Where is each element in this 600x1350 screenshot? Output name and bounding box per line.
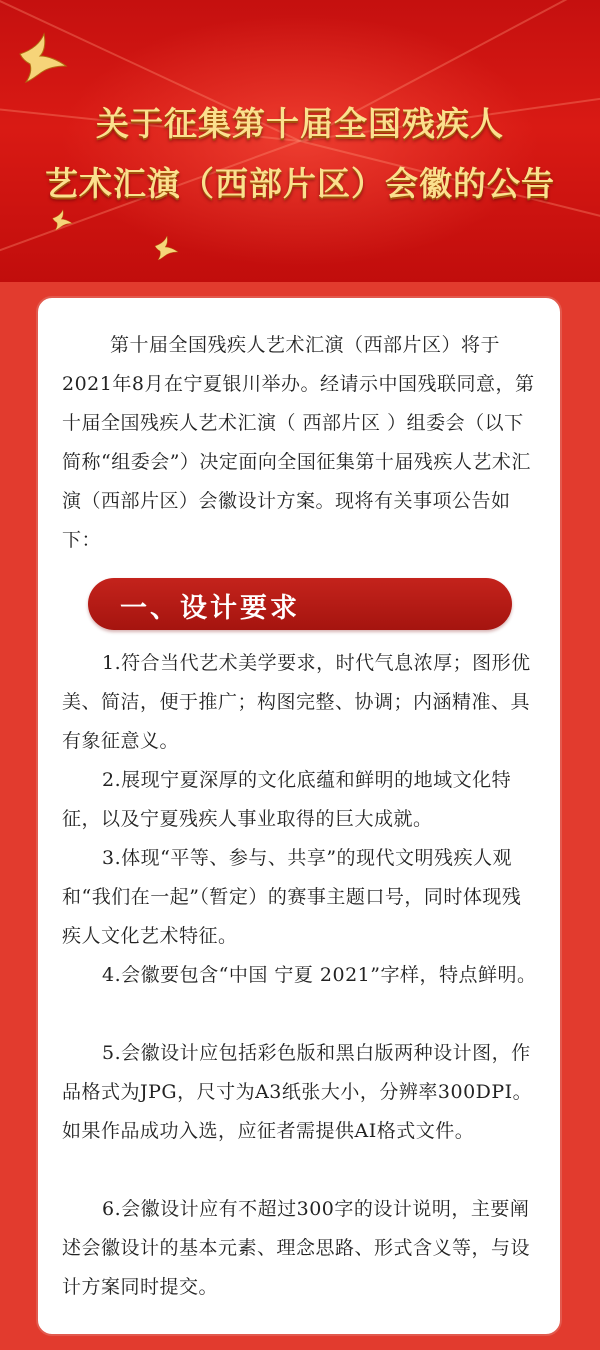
section-heading	[88, 578, 512, 630]
dove-icon	[50, 208, 74, 232]
requirement-item-6: 6.会徽设计应有不超过300字的设计说明，主要阐述会徽设计的基本元素、理念思路、形式含义等，与设计方案同时提交。	[62, 1198, 531, 1298]
announcement-card	[36, 296, 562, 1336]
header-banner	[0, 0, 600, 282]
dove-icon	[14, 30, 70, 86]
intro-paragraph: 第十届全国残疾人艺术汇演（西部片区）将于2021年8月在宁夏银川举办。经请示中国残联同意，第十届全国残疾人艺术汇演（ 西部片区 ）组委会（以下简称“组委会”）决定面向全国征集第十届残疾人艺术汇演（西部片区）会徽设计方案。现将有关事项公告如下：	[62, 334, 535, 551]
page-title-line-2: 艺术汇演（西部片区）会徽的公告	[45, 164, 555, 203]
requirement-item-4: 4.会徽要包含“中国 宁夏 2021”字样，特点鲜明。	[102, 964, 537, 986]
section-heading-label: 一、设计要求	[120, 593, 300, 624]
dove-icon	[152, 234, 180, 262]
page-title-line-1: 关于征集第十届全国残疾人	[96, 104, 504, 143]
requirement-item-1: 1.符合当代艺术美学要求，时代气息浓厚；图形优美、简洁，便于推广；构图完整、协调；内涵精准、具有象征意义。	[62, 652, 531, 752]
requirement-item-5: 5.会徽设计应包括彩色版和黑白版两种设计图，作品格式为JPG，尺寸为A3纸张大小，分辨率300DPI。如果作品成功入选，应征者需提供AI格式文件。	[62, 1042, 533, 1142]
requirement-item-3: 3.体现“平等、参与、共享”的现代文明残疾人观和“我们在一起”（暂定）的赛事主题口号，同时体现残疾人文化艺术特征。	[62, 847, 522, 947]
requirement-item-2: 2.展现宁夏深厚的文化底蕴和鲜明的地域文化特征，以及宁夏残疾人事业取得的巨大成就。	[62, 769, 512, 830]
